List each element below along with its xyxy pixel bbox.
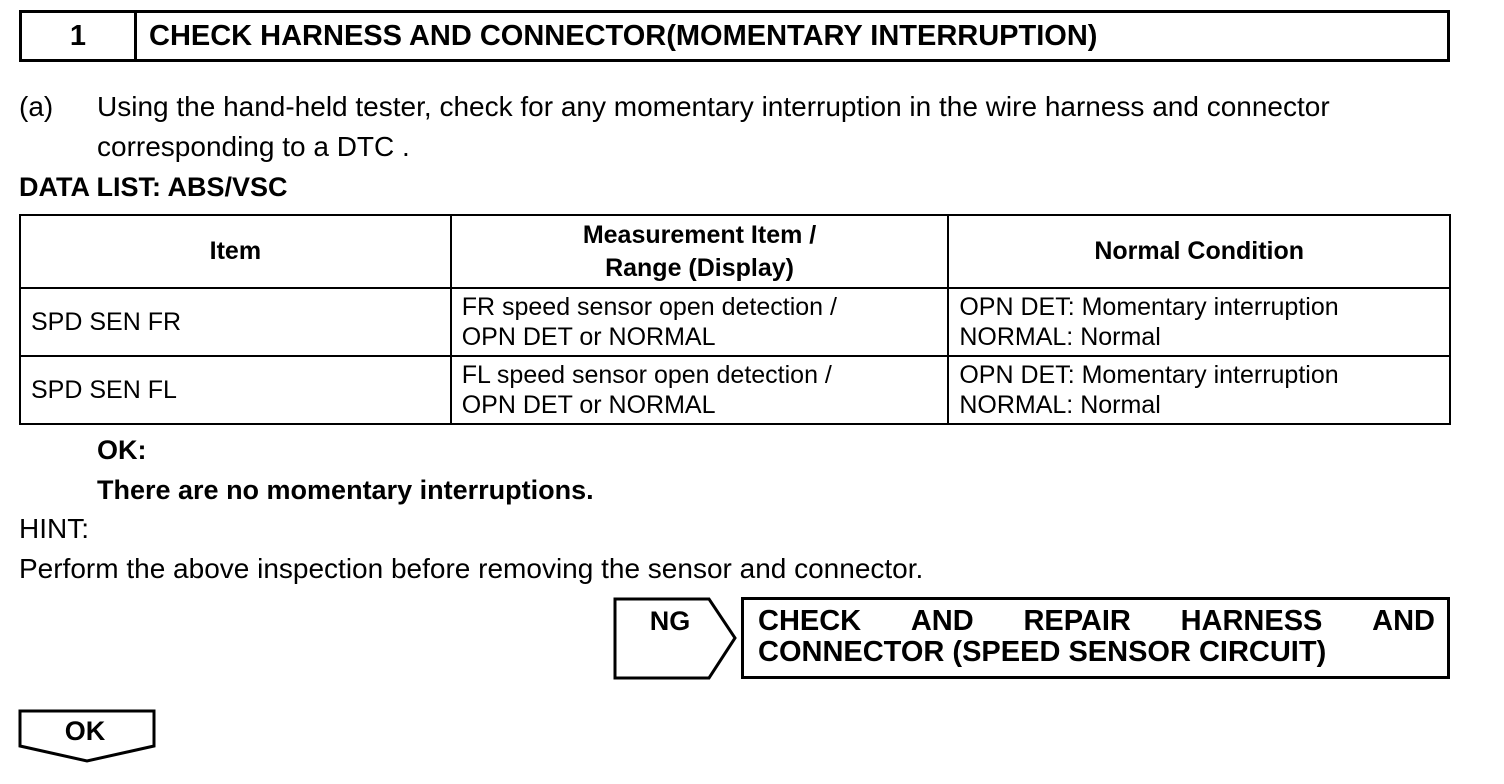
row-normal-line-1: OPN DET: Momentary interruption	[959, 361, 1339, 389]
ok-result-text: There are no momentary interruptions.	[97, 475, 594, 505]
ng-action-box	[741, 597, 1450, 679]
ok-flow-label: OK	[64, 716, 106, 746]
row-measurement-line-2: OPN DET or NORMAL	[461, 391, 716, 419]
row-normal-line-2: NORMAL: Normal	[959, 391, 1161, 419]
row-item: SPD SEN FR	[20, 288, 451, 356]
header-normal-condition: Normal Condition	[948, 215, 1450, 288]
instruction-line-2: corresponding to a DTC .	[97, 131, 410, 162]
data-list-title: DATA LIST: ABS/VSC	[19, 172, 288, 202]
hint-label: HINT:	[19, 513, 89, 544]
row-measurement-line-1: FR speed sensor open detection /	[461, 293, 837, 321]
row-normal-condition	[948, 356, 1450, 424]
table-row	[20, 356, 1450, 424]
ok-result-label: OK:	[97, 435, 147, 465]
header-item: Item	[20, 215, 451, 288]
row-normal-line-2: NORMAL: Normal	[959, 323, 1161, 351]
ng-action-word: AND	[1372, 605, 1435, 637]
step-number: 1	[22, 13, 137, 59]
hint-text: Perform the above inspection before removing the sensor and connector.	[19, 553, 924, 584]
ng-action-word: REPAIR	[1023, 605, 1131, 637]
row-normal-line-1: OPN DET: Momentary interruption	[959, 293, 1339, 321]
table-row	[20, 288, 1450, 356]
ng-action-line-1	[758, 606, 1435, 637]
step-header	[19, 10, 1450, 62]
instruction-marker: (a)	[19, 91, 54, 122]
row-measurement-line-1: FL speed sensor open detection /	[461, 361, 832, 389]
header-measurement-line-1: Measurement Item /	[582, 220, 817, 249]
header-measurement	[451, 215, 949, 288]
row-normal-condition	[948, 288, 1450, 356]
ng-action-word: AND	[910, 605, 974, 637]
row-measurement-line-2: OPN DET or NORMAL	[461, 323, 716, 351]
row-measurement	[451, 356, 949, 424]
row-measurement	[451, 288, 949, 356]
data-list-table	[19, 214, 1451, 425]
instruction-line-1: Using the hand-held tester, check for any momentary interruption in the wire harness and connector	[97, 91, 1330, 122]
table-header-row	[20, 215, 1450, 288]
ng-action-word: HARNESS	[1180, 605, 1323, 637]
step-title: CHECK HARNESS AND CONNECTOR(MOMENTARY INTERRUPTION)	[149, 19, 1098, 52]
ng-label: NG	[649, 606, 691, 636]
row-item: SPD SEN FL	[20, 356, 451, 424]
header-measurement-line-2: Range (Display)	[605, 253, 794, 282]
ng-action-word: CHECK	[758, 605, 862, 637]
ng-action-line-2: CONNECTOR (SPEED SENSOR CIRCUIT)	[758, 636, 1327, 668]
